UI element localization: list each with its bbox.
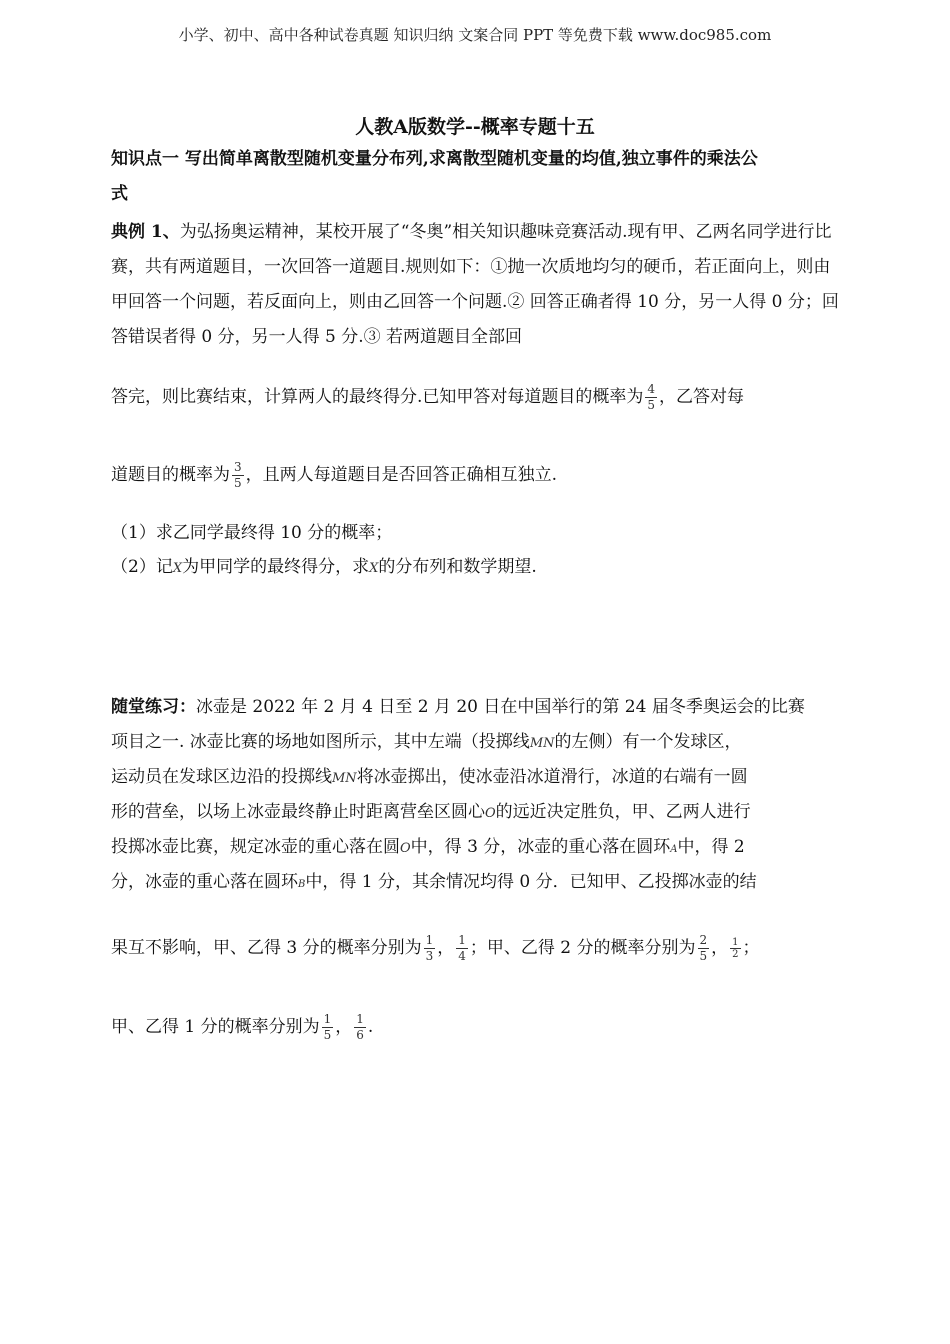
- fraction-1-5: $\frac{1}{5}$: [323, 1012, 332, 1042]
- variable-mn: MN: [529, 736, 555, 751]
- fraction-1-2: $\frac{1}{2}$: [732, 937, 739, 960]
- practice-line-3: [111, 762, 748, 787]
- fraction-1-6: $\frac{1}{6}$: [356, 1012, 364, 1042]
- example-text: 为弘扬奥运精神，某校开展了“冬奥”相关知识趣味竞赛活动.现有甲、乙两名同学进行比赛，共有两道题目，一次回答一道题目.规则如下：①抛一次质地均匀的硬币，若正面向上，则由甲回答一个问题，若反面向上，则由乙回答一个问题.② 回答正确者得 10 分，另一人得 0 分；回答错误者得 0 分，另一人得 5 分.③ 若两道题目全部回: [111, 222, 839, 347]
- practice-line-6: [111, 867, 757, 892]
- page-title: 人教A版数学--概率专题十五: [355, 116, 595, 138]
- knowledge-heading-line2: 式: [111, 184, 128, 204]
- practice-line-4-post: 的远近决定胜负，甲、乙两人进行: [495, 802, 751, 822]
- example-line-b-tail: ，乙答对每: [659, 387, 745, 407]
- practice-line-7: [111, 933, 760, 964]
- question-2-mid: 为甲同学的最终得分，求: [182, 557, 370, 577]
- question-2-pre: （2）记: [111, 557, 173, 577]
- site-header: 小学、初中、高中各种试卷真题 知识归纳 文案合同 PPT 等免费下载 www.doc985.com: [178, 26, 772, 44]
- practice-line-8-end: .: [367, 1017, 374, 1037]
- practice-line-8: [111, 1012, 373, 1043]
- practice-line-1: [111, 692, 805, 717]
- question-2-post: 的分布列和数学期望.: [378, 557, 537, 577]
- fraction-3-5: $\frac{3}{5}$: [234, 460, 242, 490]
- practice-line-5: [111, 832, 745, 857]
- practice-line-3-post: 将冰壶掷出，使冰壶沿冰道滑行，冰道的右端有一圆: [356, 767, 748, 787]
- fraction-2-5: $\frac{2}{5}$: [699, 933, 708, 963]
- fraction-1-3: $\frac{1}{3}$: [425, 933, 434, 963]
- variable-mn: MN: [332, 771, 357, 786]
- example-label: 典例 1、: [111, 222, 180, 242]
- variable-o: O: [485, 806, 496, 821]
- practice-line-7-a: 果互不影响，甲、乙得 3 分的概率分别为: [111, 938, 422, 958]
- practice-line-3-pre: 运动员在发球区边沿的投掷线: [111, 767, 332, 787]
- fraction-4-5: $\frac{4}{5}$: [647, 382, 656, 412]
- example-line-c: [111, 460, 557, 491]
- practice-line-2-post: 的左侧）有一个发球区，: [554, 732, 742, 752]
- knowledge-heading: [111, 142, 841, 212]
- variable-a: A: [670, 844, 678, 855]
- practice-line-2-pre: 项目之一. 冰壶比赛的场地如图所示，其中左端（投掷线: [111, 732, 530, 752]
- practice-line-6-post: 中，得 1 分，其余情况均得 0 分．已知甲、乙投掷冰壶的结: [305, 872, 757, 892]
- example-line-c-tail: ，且两人每道题目是否回答正确相互独立.: [245, 465, 558, 485]
- variable-x: X: [369, 561, 379, 576]
- practice-line-4: [111, 797, 751, 822]
- practice-line-1-text: 冰壶是 2022 年 2 月 4 日至 2 月 20 日在中国举行的第 24 届冬季奥运会的比赛: [196, 697, 805, 717]
- practice-line-5-mid: 中，得 3 分，冰壶的重心落在圆环: [410, 837, 671, 857]
- variable-x: X: [172, 561, 183, 576]
- practice-line-8-comma: ，: [335, 1017, 353, 1037]
- practice-line-7-comma-2: ，: [711, 938, 729, 958]
- practice-line-7-comma: ，: [437, 938, 455, 958]
- question-2: [111, 552, 537, 577]
- example-paragraph: [111, 215, 841, 355]
- fraction-1-4: $\frac{1}{4}$: [458, 933, 466, 963]
- variable-b: B: [298, 879, 306, 890]
- practice-line-6-pre: 分，冰壶的重心落在圆环: [111, 872, 298, 892]
- example-line-b-text: 答完，则比赛结束，计算两人的最终得分.已知甲答对每道题目的概率为: [111, 387, 644, 407]
- practice-line-5-pre: 投掷冰壶比赛，规定冰壶的重心落在圆: [111, 837, 400, 857]
- practice-line-4-pre: 形的营垒，以场上冰壶最终静止时距离营垒区圆心: [111, 802, 485, 822]
- example-line-b: [111, 382, 744, 413]
- practice-line-8-a: 甲、乙得 1 分的概率分别为: [111, 1017, 320, 1037]
- practice-label: 随堂练习：: [111, 697, 196, 717]
- practice-line-7-end: ；: [742, 938, 760, 958]
- question-1: （1）求乙同学最终得 10 分的概率；: [111, 523, 393, 543]
- practice-line-2: [111, 727, 742, 752]
- practice-line-5-post: 中，得 2: [677, 837, 745, 857]
- knowledge-heading-line1: 知识点一 写出简单离散型随机变量分布列,求离散型随机变量的均值,独立事件的乘法公: [111, 149, 758, 169]
- practice-line-7-c: ；甲、乙得 2 分的概率分别为: [469, 938, 696, 958]
- example-line-c-text: 道题目的概率为: [111, 465, 230, 485]
- variable-o: O: [400, 841, 411, 856]
